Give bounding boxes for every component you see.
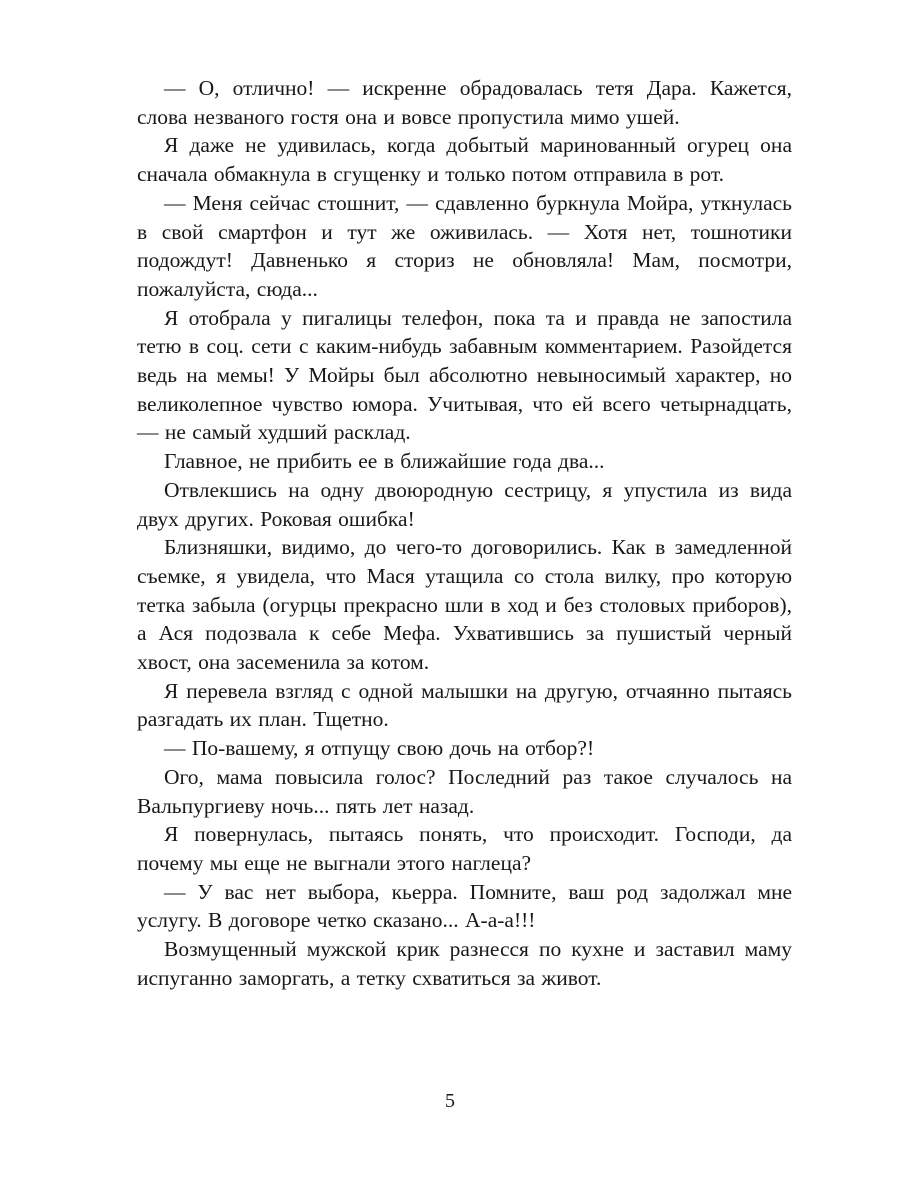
paragraph: — У вас нет выбора, кьерра. Помните, ваш род задолжал мне услугу. В договоре четко сказано... А-а-а!!! bbox=[137, 879, 792, 933]
paragraph: Отвлекшись на одну двоюродную сестрицу, я упустила из вида двух других. Роковая ошибка! bbox=[137, 477, 792, 531]
paragraph: Близняшки, видимо, до чего-то договорились. Как в замедленной съемке, я увидела, что Мася утащила со стола вилку, про которую тетка забыла (огурцы прекрасно шли в ход и без столовых приборов), а Ася подозвала к себе Мефа. Ухватившись за пушистый черный хвост, она засеменила за котом. bbox=[137, 535, 792, 675]
paragraph: — Меня сейчас стошнит, — сдавленно буркнула Мойра, уткнулась в свой смартфон и тут же оживилась. — Хотя нет, тошнотики подождут! Давненько я сториз не обновляла! Мам, посмотри, пожалуйста, сюда... bbox=[137, 190, 792, 301]
paragraph: Я даже не удивилась, когда добытый маринованный огурец она сначала обмакнула в сгущенку и только потом отправила в рот. bbox=[137, 133, 792, 187]
paragraph: Я перевела взгляд с одной малышки на другую, отчаянно пытаясь разгадать их план. Тщетно. bbox=[137, 678, 792, 732]
paragraph: Главное, не прибить ее в ближайшие года два... bbox=[164, 449, 605, 474]
paragraph: — По-вашему, я отпущу свою дочь на отбор?! bbox=[164, 736, 595, 761]
paragraph: Ого, мама повысила голос? Последний раз такое случалось на Вальпургиеву ночь... пять лет назад. bbox=[137, 764, 792, 818]
page-number: 5 bbox=[445, 1090, 455, 1112]
page-text bbox=[137, 74, 792, 993]
paragraph: Я отобрала у пигалицы телефон, пока та и правда не запостила тетю в соц. сети с каким-нибудь забавным комментарием. Разойдется ведь на мемы! У Мойры был абсолютно невыносимый характер, но великолепное чувство юмора. Учитывая, что ей всего четырнадцать, — не самый худший расклад. bbox=[137, 305, 792, 445]
paragraph: — О, отлично! — искренне обрадовалась тетя Дара. Кажется, слова незваного гостя она и вовсе пропустила мимо ушей. bbox=[137, 76, 792, 129]
paragraph: Возмущенный мужской крик разнесся по кухне и заставил маму испуганно заморгать, а тетку схватиться за живот. bbox=[137, 937, 792, 990]
paragraph: Я повернулась, пытаясь понять, что происходит. Господи, да почему мы еще не выгнали этого наглеца? bbox=[137, 822, 792, 875]
